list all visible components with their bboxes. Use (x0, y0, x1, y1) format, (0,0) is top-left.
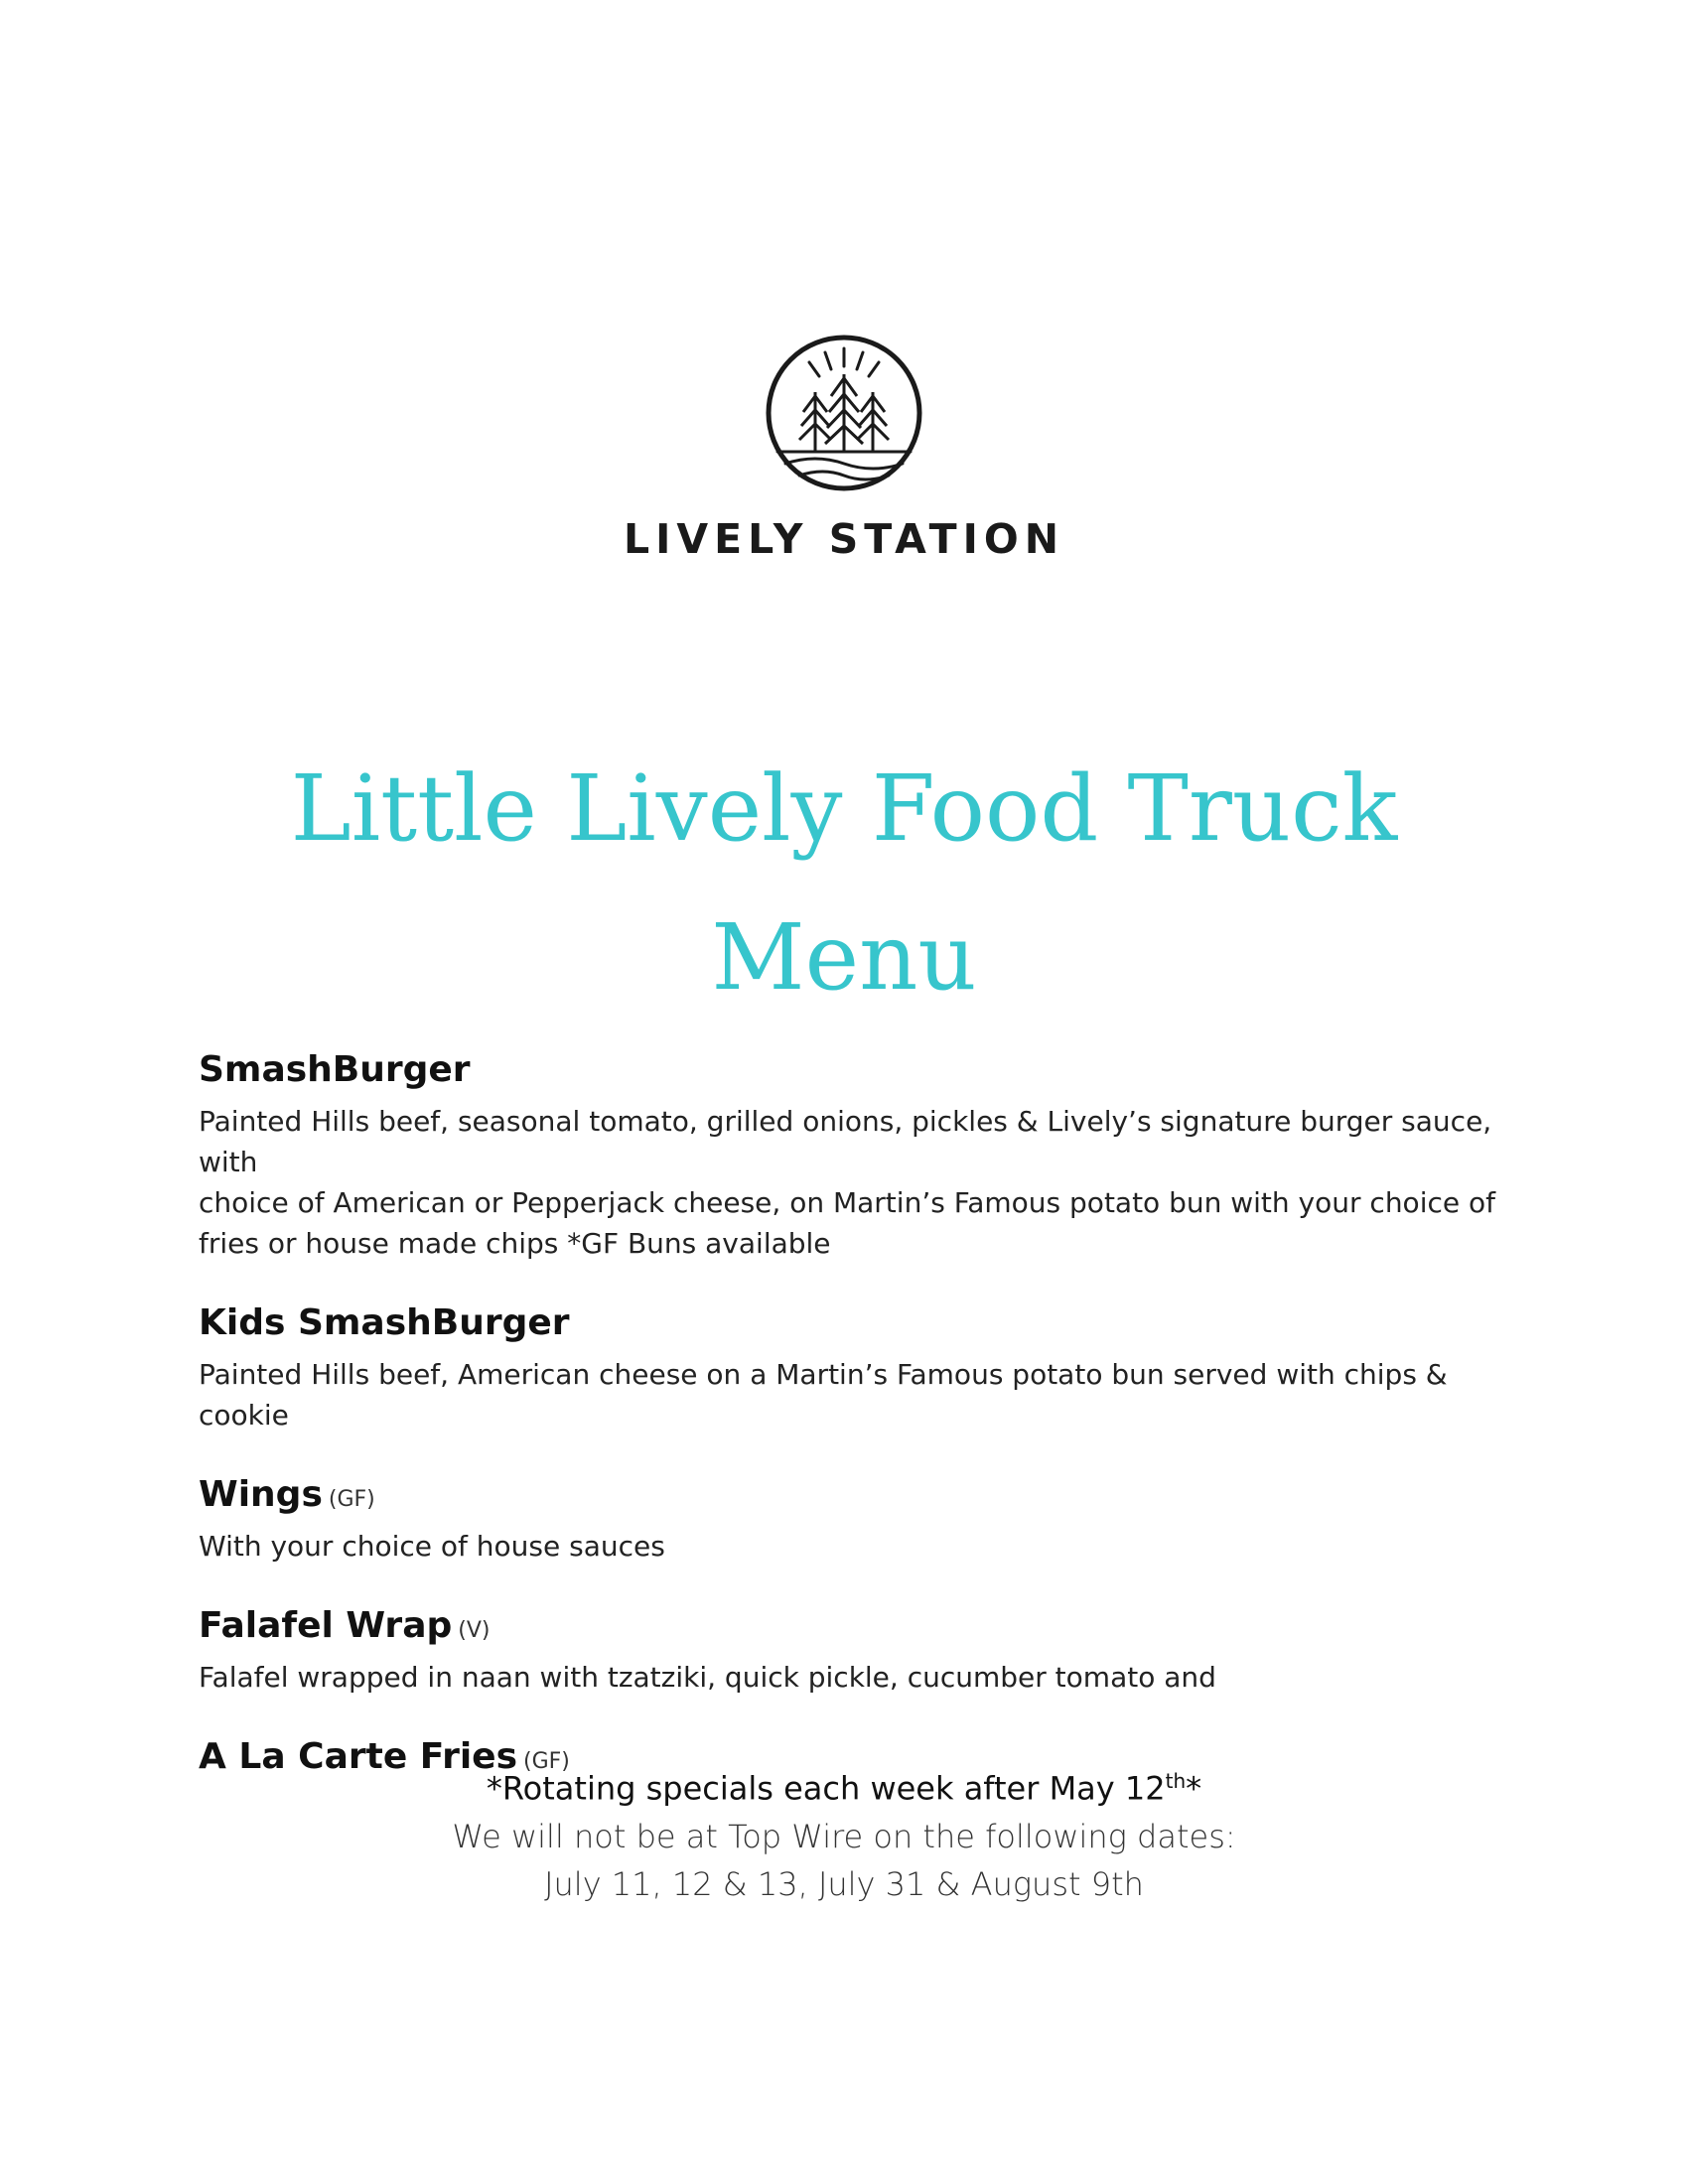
rotating-specials-note (0, 1757, 1688, 1813)
trees-sun-water-logo-icon (764, 333, 924, 493)
menu-item-wings (199, 1469, 1509, 1567)
item-name-text: Wings (199, 1474, 323, 1515)
specials-text: *Rotating specials each week after May 12 (486, 1769, 1166, 1808)
item-tag: (GF) (328, 1487, 375, 1512)
item-name (199, 1044, 1509, 1101)
item-name-text: Kids SmashBurger (199, 1302, 570, 1343)
item-description: Painted Hills beef, seasonal tomato, grilled onions, pickles & Lively’s signature burger sauce, with choice of American or Pepperjack cheese, on Martin’s Famous potato bun with your choice of fries or house made chips *GF Buns available (199, 1105, 1495, 1260)
brand-name: LIVELY STATION (623, 515, 1065, 563)
menu-item-kids-smashburger (199, 1297, 1509, 1435)
item-name (199, 1600, 1509, 1657)
item-name (199, 1297, 1509, 1354)
menu-item-smashburger (199, 1044, 1509, 1264)
item-name-text: SmashBurger (199, 1049, 471, 1090)
brand-header (0, 333, 1688, 563)
closure-dates: July 11, 12 & 13, July 31 & August 9th (544, 1864, 1144, 1903)
item-description: With your choice of house sauces (199, 1530, 665, 1563)
page-title (0, 735, 1688, 1032)
item-tag: (GF) (523, 1749, 570, 1774)
schedule-notice (0, 1757, 1688, 1908)
item-name-text: A La Carte Fries (199, 1736, 518, 1777)
item-name-text: Falafel Wrap (199, 1605, 453, 1646)
specials-superscript: th (1165, 1769, 1187, 1793)
closure-note: We will not be at Top Wire on the following dates: (452, 1817, 1236, 1855)
item-description: Painted Hills beef, American cheese on a Martin’s Famous potato bun served with chips & cookie (199, 1358, 1448, 1432)
title-line-2: Menu (711, 904, 977, 1011)
menu-item-falafel-wrap (199, 1600, 1509, 1698)
menu-list (199, 1044, 1509, 1822)
specials-end: * (1186, 1769, 1202, 1808)
item-name (199, 1469, 1509, 1526)
item-tag: (V) (458, 1618, 491, 1643)
item-description: Falafel wrapped in naan with tzatziki, quick pickle, cucumber tomato and (199, 1661, 1216, 1694)
title-line-1: Little Lively Food Truck (290, 755, 1398, 862)
